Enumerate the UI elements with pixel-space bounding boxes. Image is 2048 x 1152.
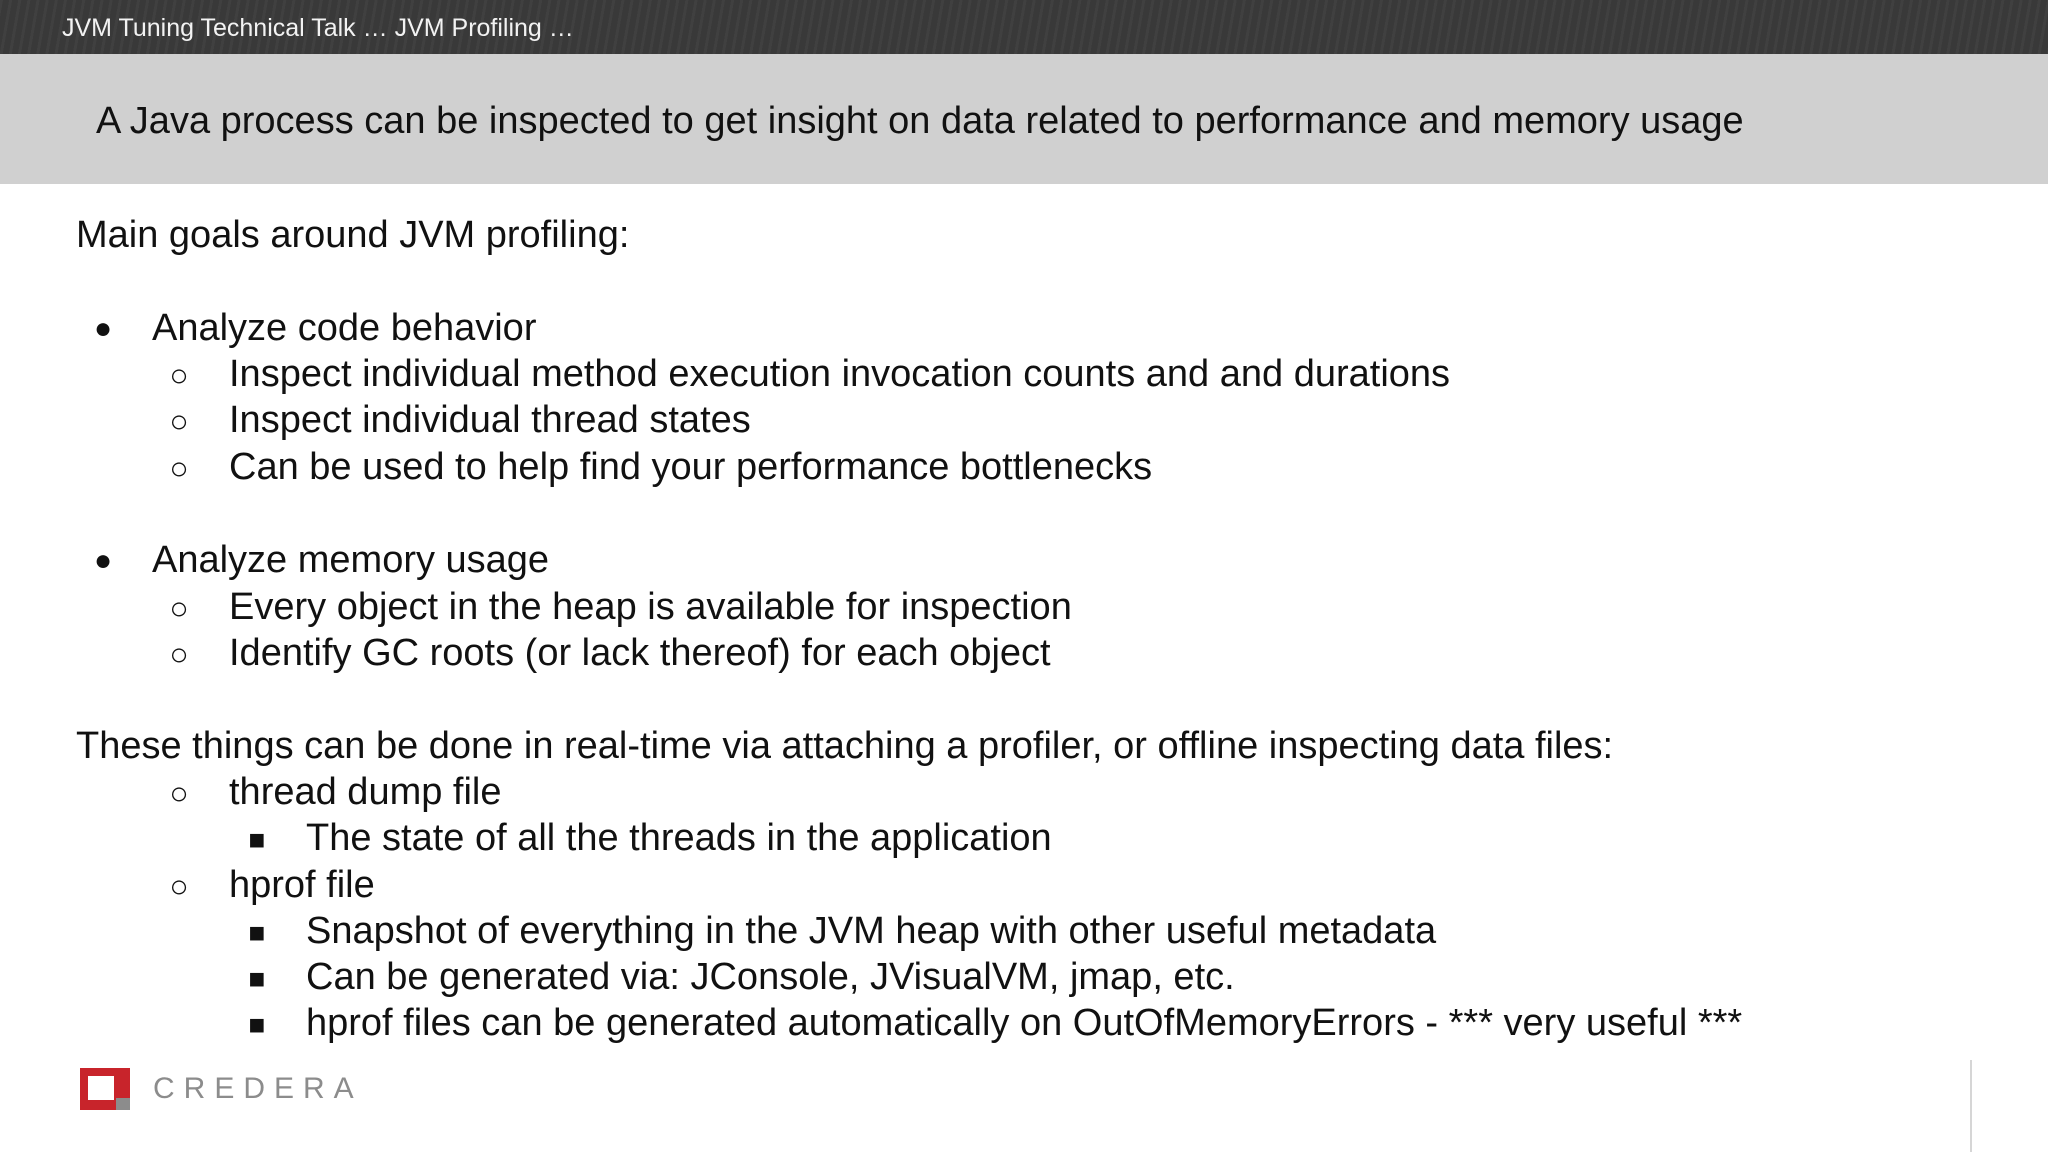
file-item: hprof file xyxy=(229,864,375,906)
bullet-circle: ○ xyxy=(169,868,189,904)
bullet-square: ■ xyxy=(248,963,266,994)
list-item: Identify GC roots (or lack thereof) for each object xyxy=(229,632,1051,674)
bullet-circle: ○ xyxy=(169,775,189,811)
bullet-square: ■ xyxy=(248,824,266,855)
list-item: Every object in the heap is available for inspection xyxy=(229,586,1072,628)
file-detail: Can be generated via: JConsole, JVisualVM, jmap, etc. xyxy=(306,956,1235,998)
breadcrumb: JVM Tuning Technical Talk … JVM Profiling … xyxy=(62,14,574,42)
footer-divider xyxy=(1970,1060,1972,1152)
logo-wordmark: CREDERA xyxy=(153,1072,363,1105)
intro-text: Main goals around JVM profiling: xyxy=(76,214,630,256)
bullet-square: ■ xyxy=(248,917,266,948)
bullet-disc: ● xyxy=(93,544,113,577)
section-title: Analyze code behavior xyxy=(152,307,537,349)
bullet-circle: ○ xyxy=(169,403,189,439)
section-title: Analyze memory usage xyxy=(152,539,550,581)
credera-logo-icon xyxy=(80,1068,130,1110)
list-item: Can be used to help find your performance bottlenecks xyxy=(229,446,1153,488)
file-detail: Snapshot of everything in the JVM heap with other useful metadata xyxy=(306,910,1437,952)
bullet-disc: ● xyxy=(93,312,113,345)
bullet-square: ■ xyxy=(248,1009,266,1040)
file-detail: hprof files can be generated automatically on OutOfMemoryErrors - *** very useful *** xyxy=(306,1002,1743,1044)
bullet-circle: ○ xyxy=(169,450,189,486)
list-item: Inspect individual method execution invocation counts and and durations xyxy=(229,353,1451,395)
bullet-circle: ○ xyxy=(169,636,189,672)
bullet-circle: ○ xyxy=(169,590,189,626)
slide-subtitle: A Java process can be inspected to get insight on data related to performance and memory usage xyxy=(96,100,1744,142)
realtime-intro: These things can be done in real-time via attaching a profiler, or offline inspecting data files: xyxy=(76,725,1614,767)
file-item: thread dump file xyxy=(229,771,502,813)
list-item: Inspect individual thread states xyxy=(229,399,751,441)
bullet-circle: ○ xyxy=(169,357,189,393)
file-detail: The state of all the threads in the application xyxy=(306,817,1052,859)
